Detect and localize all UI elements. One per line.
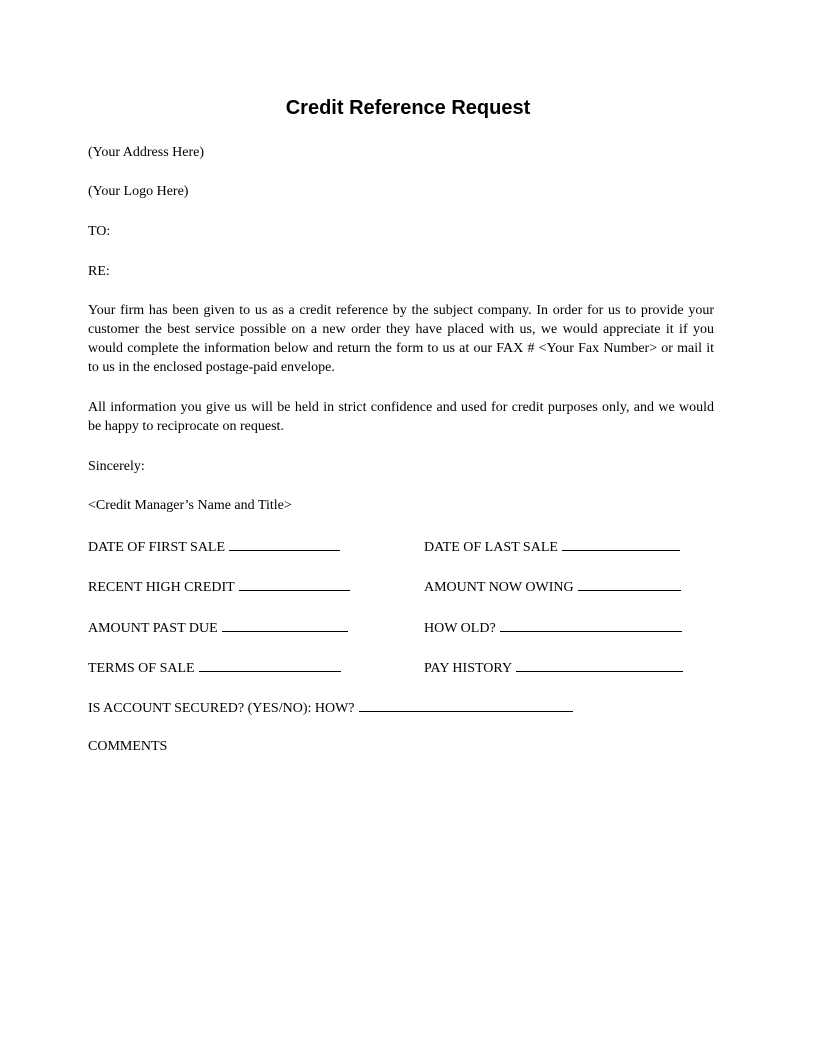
field-date-last-sale	[424, 536, 680, 557]
field-amount-now-owing	[424, 576, 681, 597]
field-amount-past-due	[88, 617, 348, 638]
field-terms-of-sale	[88, 657, 341, 678]
field-label: DATE OF LAST SALE	[424, 540, 558, 555]
field-label: PAY HISTORY	[424, 661, 513, 676]
field-label: IS ACCOUNT SECURED? (YES/NO): HOW?	[88, 701, 355, 716]
logo-placeholder: (Your Logo Here)	[88, 184, 189, 199]
field-account-secured	[88, 697, 573, 718]
field-label: AMOUNT NOW OWING	[424, 580, 574, 595]
body-paragraph-1: Your firm has been given to us as a credit reference by the subject company. In order for us to provide your customer the best service possible on a new order they have placed with us, we would appreciate it if you would complete the information below and return the form to us at our FAX # <Your Fax Number> or mail it to us in the enclosed postage-paid envelope.	[88, 303, 714, 375]
field-pay-history	[424, 657, 683, 678]
terms-of-sale-blank[interactable]	[199, 657, 341, 672]
field-date-first-sale	[88, 536, 340, 557]
comments-label: COMMENTS	[88, 739, 168, 754]
to-label: TO:	[88, 224, 111, 239]
amount-past-due-blank[interactable]	[222, 617, 348, 632]
field-how-old	[424, 617, 682, 638]
amount-now-owing-blank[interactable]	[578, 576, 681, 591]
how-old-blank[interactable]	[500, 617, 682, 632]
document-title: Credit Reference Request	[285, 97, 531, 119]
field-recent-high-credit	[88, 576, 350, 597]
field-label: AMOUNT PAST DUE	[88, 621, 218, 636]
address-placeholder: (Your Address Here)	[88, 145, 205, 160]
body-paragraph-2: All information you give us will be held in strict confidence and used for credit purposes only, and we would be happy to reciprocate on request.	[88, 400, 714, 434]
account-secured-blank[interactable]	[359, 697, 573, 712]
re-label: RE:	[88, 264, 110, 279]
field-label: RECENT HIGH CREDIT	[88, 580, 235, 595]
field-label: DATE OF FIRST SALE	[88, 540, 226, 555]
field-label: HOW OLD?	[424, 621, 496, 636]
field-label: TERMS OF SALE	[88, 661, 195, 676]
date-first-sale-blank[interactable]	[229, 536, 340, 551]
closing: Sincerely:	[88, 459, 145, 474]
recent-high-credit-blank[interactable]	[239, 576, 350, 591]
signature-placeholder: <Credit Manager’s Name and Title>	[88, 498, 292, 513]
date-last-sale-blank[interactable]	[562, 536, 680, 551]
pay-history-blank[interactable]	[516, 657, 683, 672]
